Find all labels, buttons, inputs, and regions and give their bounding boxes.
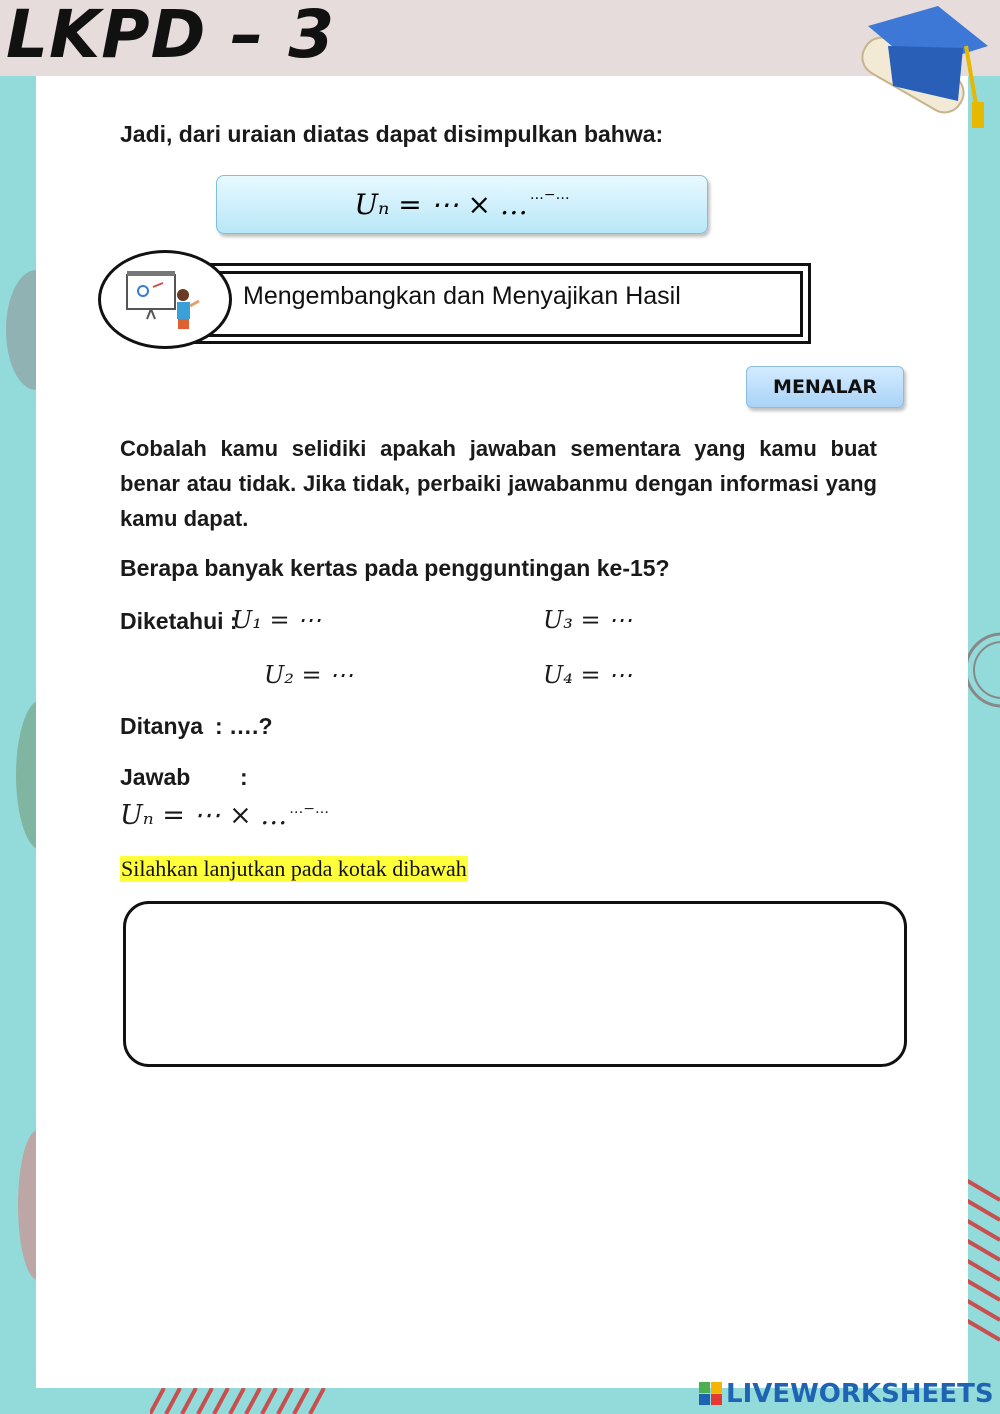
question-text: Berapa banyak kertas pada pengguntingan ke-15? xyxy=(120,555,670,581)
conclusion-formula-box xyxy=(216,175,708,234)
graduation-cap-icon xyxy=(848,6,998,146)
page-title: LKPD – 3 xyxy=(6,0,336,73)
continue-note: Silahkan lanjutkan pada kotak dibawah xyxy=(121,856,467,881)
known-label: Diketahui : xyxy=(120,608,238,634)
brand-text: LIVEWORKSHEETS xyxy=(726,1379,994,1409)
answer-colon: : xyxy=(240,764,248,790)
presenter-icon xyxy=(101,253,229,346)
answer-formula xyxy=(120,800,329,831)
liveworksheets-brand xyxy=(698,1378,994,1410)
answer-formula-exponent: …−… xyxy=(289,801,330,817)
known-u3: U₃ = ⋯ xyxy=(543,606,633,634)
conclusion-formula-exponent: …−… xyxy=(529,186,570,203)
conclusion-intro: Jadi, dari uraian diatas dapat disimpulkan bahwa: xyxy=(120,121,664,147)
known-u4: U₄ = ⋯ xyxy=(543,661,633,689)
section-icon-oval xyxy=(98,250,232,349)
asked-label: Ditanya xyxy=(120,713,204,739)
section-title: Mengembangkan dan Menyajikan Hasil xyxy=(243,282,681,310)
menalar-badge: MENALAR xyxy=(746,366,904,408)
bottom-decor-stripes xyxy=(150,1388,340,1414)
answer-formula-main: Uₙ = ⋯ × … xyxy=(120,800,288,831)
right-decor-stripes xyxy=(966,1170,1000,1350)
known-u1: U₁ = ⋯ xyxy=(232,606,322,634)
instruction-paragraph: Cobalah kamu selidiki apakah jawaban sementara yang kamu buat benar atau tidak. Jika tidak, perbaiki jawabanmu dengan informasi yang kamu dapat. xyxy=(120,436,877,531)
liveworksheets-logo-icon xyxy=(698,1381,724,1407)
answer-input-box[interactable] xyxy=(123,901,907,1067)
conclusion-formula: Uₙ = ⋯ × … xyxy=(354,188,528,221)
known-u2: U₂ = ⋯ xyxy=(264,661,354,689)
answer-label: Jawab xyxy=(120,764,191,790)
asked-value: : ….? xyxy=(215,713,273,739)
